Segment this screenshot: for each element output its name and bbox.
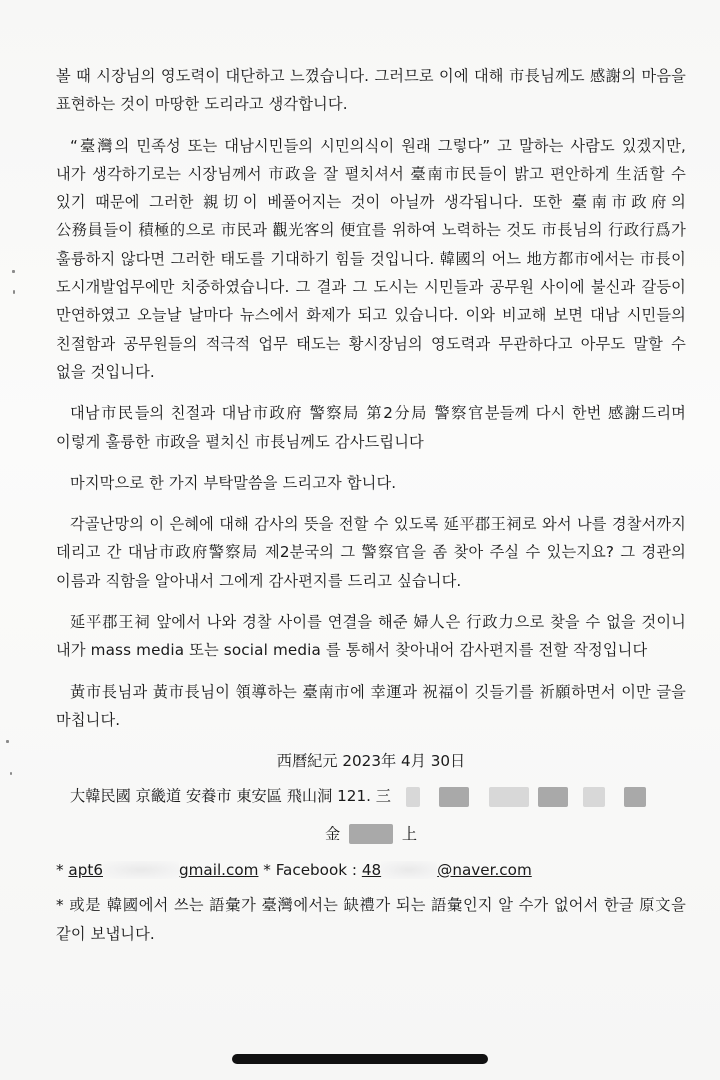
paragraph-3: 대남市民들의 친절과 대남市政府 警察局 第2分局 警察官분들께 다시 한번 感謝드리며 이렇게 훌륭한 市政을 펼치신 市長님께도 감사드립니다 xyxy=(56,404,686,451)
redaction-block xyxy=(439,787,469,807)
paragraph-2: “臺灣의 민족성 또는 대남시민들의 시민의식이 원래 그렇다” 고 말하는 사람도 있겠지만, 내가 생각하기로는 시장님께서 市政을 잘 펼치셔서 臺南市民들이 밝고 편안하게 生活할 수 있기 때문에 그러한 親切이 베풀어지는 것이 아닐까 생각됩니다. 또한 臺南市政府의 公務員들이 積極的으로 市民과 觀光客의 便宜를 위하여 노력하는 것도 市長님의 行政行爲가 훌륭하지 않다면 그러한 태도를 기대하기 힘들 것입니다. 韓國의 어느 地方都市에서는 市長이 도시개발업무에만 치중하였습니다. 그 결과 그 도시는 시민들과 공무원 사이에 불신과 갈등이 만연하였고 오늘날 날마다 뉴스에서 화제가 되고 있습니다. 이와 비교해 보면 대남 시민들의 친절함과 공무원들의 적극적 업무 태도는 황시장님의 영도력과 무관하다고 아무도 말할 수 없을 것입니다. xyxy=(56,136,686,381)
sender-address xyxy=(56,785,686,807)
redaction-block xyxy=(624,787,646,807)
signature-initial: 金 xyxy=(324,824,341,843)
blurred-region xyxy=(103,861,179,879)
scan-speck xyxy=(10,772,12,775)
email-address: apt6 gmail.com xyxy=(68,860,259,879)
facebook-label: Facebook : xyxy=(275,860,358,879)
scan-speck xyxy=(13,290,15,294)
blurred-region xyxy=(381,861,437,879)
scan-speck xyxy=(6,740,9,743)
contact-separator: * xyxy=(263,860,271,879)
redaction-block xyxy=(538,787,568,807)
redaction-block xyxy=(349,824,393,844)
paragraph-1: 볼 때 시장님의 영도력이 대단하고 느꼈습니다. 그러므로 이에 대해 市長님께도 感謝의 마음을 표현하는 것이 마땅한 도리라고 생각합니다. xyxy=(56,67,686,114)
paragraph-7: 黃市長님과 黃市長님이 領導하는 臺南市에 幸運과 祝福이 깃들기를 祈願하면서 이만 글을 마칩니다. xyxy=(56,682,686,729)
paragraph-5: 각골난망의 이 은혜에 대해 감사의 뜻을 전할 수 있도록 延平郡王祠로 와서 나를 경찰서까지 데리고 간 대남市政府警察局 제2분국의 그 警察官을 좀 찾아 주실 수 있는지요? 그 경관의 이름과 직함을 알아내서 그에게 감사편지를 드리고 싶습니다. xyxy=(56,515,686,590)
redaction-block xyxy=(406,787,420,807)
contact-bullet: * xyxy=(56,860,64,879)
scan-speck xyxy=(12,270,15,273)
signature-closing: 上 xyxy=(401,824,418,843)
signature-line xyxy=(56,823,686,847)
redaction-block xyxy=(583,787,605,807)
footnote: * 或是 韓國에서 쓰는 語彙가 臺灣에서는 缺禮가 되는 語彙인지 알 수가 없어서 한글 原文을 같이 보냅니다. xyxy=(56,896,686,943)
address-text: 大韓民國 京畿道 安養市 東安區 飛山洞 121. 三 xyxy=(70,787,391,806)
paragraph-4: 마지막으로 한 가지 부탁말씀을 드리고자 합니다. xyxy=(70,473,397,492)
facebook-address: 48 @naver.com xyxy=(361,860,532,879)
letter-date: 西曆紀元 2023年 4月 30日 xyxy=(276,752,466,771)
contact-line xyxy=(56,861,686,880)
home-indicator[interactable] xyxy=(232,1054,488,1064)
paragraph-6: 延平郡王祠 앞에서 나와 경찰 사이를 연결을 해준 婦人은 行政力으로 찾을 수 없을 것이니 내가 mass media 또는 social media 를 통해서 찾아내어 감사편지를 전할 작정입니다 xyxy=(56,613,686,660)
redaction-block xyxy=(489,787,529,807)
letter-body xyxy=(56,62,686,948)
